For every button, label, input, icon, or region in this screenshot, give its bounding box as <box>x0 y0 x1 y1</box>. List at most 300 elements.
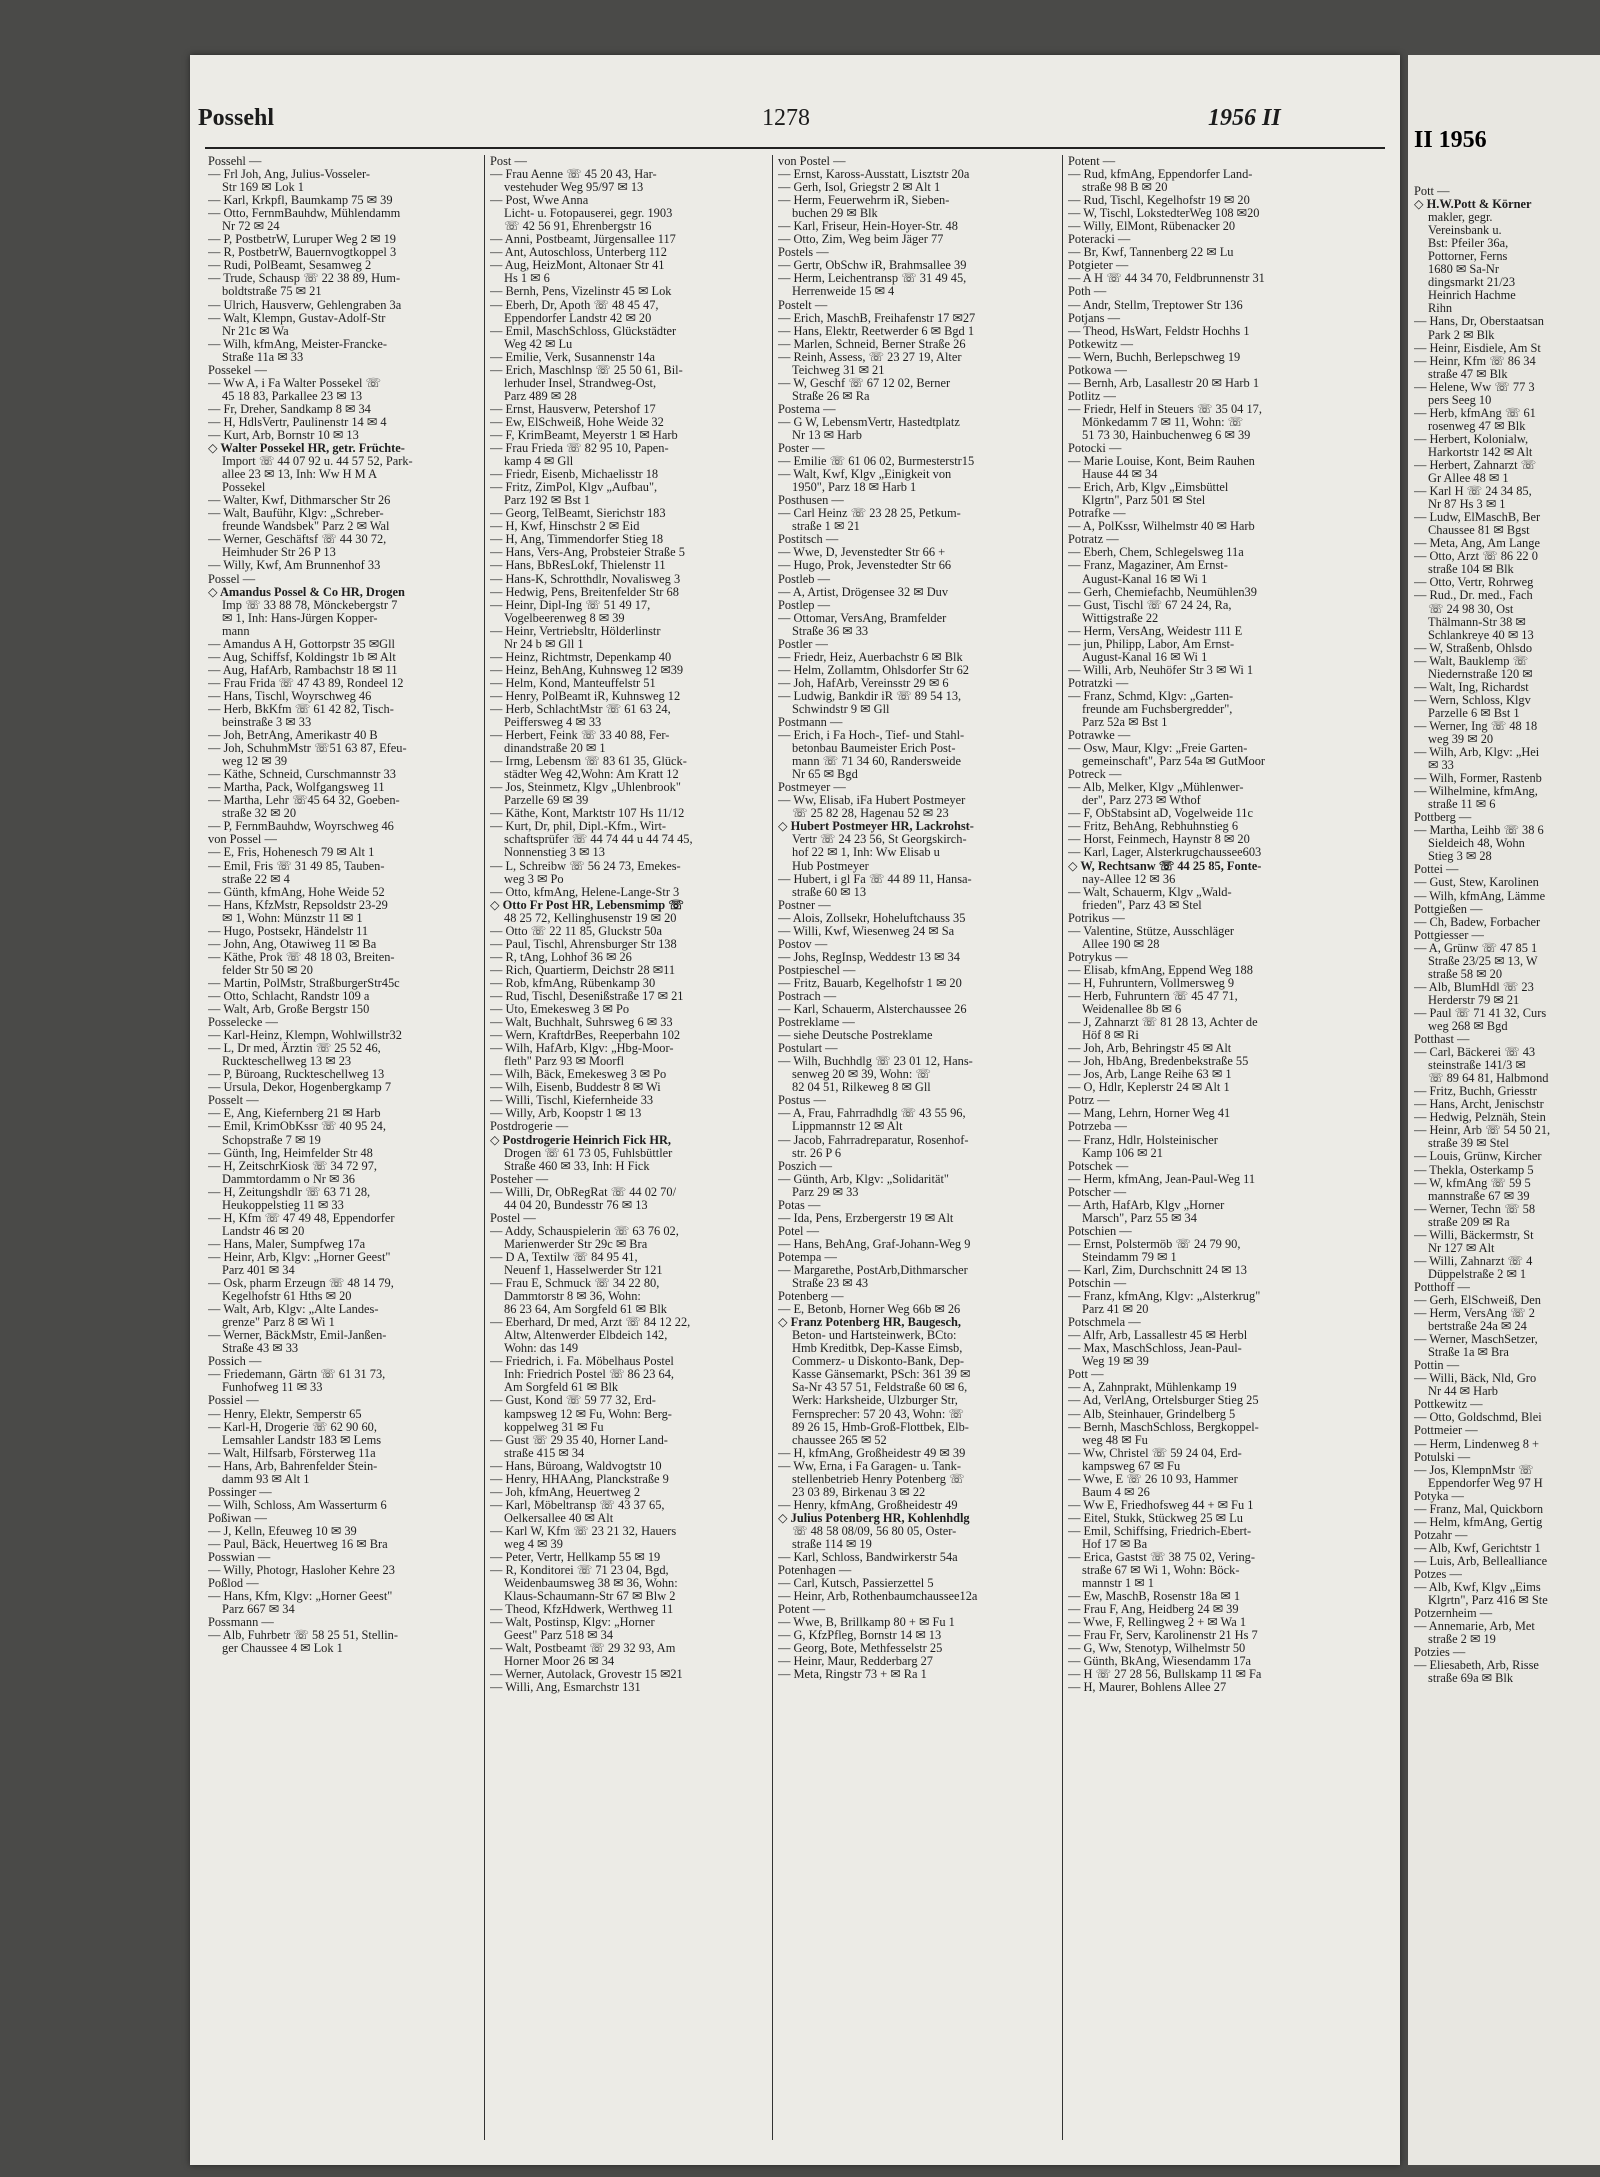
directory-entry-line: straße 39 ✉ Stel <box>1428 1137 1509 1151</box>
directory-entry-line: — Herm, kfmAng, Jean-Paul-Weg 11 <box>1068 1172 1256 1186</box>
directory-entry-line: — E, Fris, Hohenesch 79 ✉ Alt 1 <box>208 846 375 860</box>
surname-heading: Potzahr — <box>1414 1528 1468 1542</box>
directory-entry-line: beinstraße 3 ✉ 33 <box>222 716 312 730</box>
directory-entry-line: Harkortstr 142 ✉ Alt <box>1428 445 1533 459</box>
directory-entry-line: — L, Dr med, Ärztin ☏ 25 52 46, <box>208 1042 381 1056</box>
directory-entry-line: — A, PolKssr, Wilhelmstr 40 ✉ Harb <box>1068 520 1255 534</box>
directory-entry-line: ◇ Otto Fr Post HR, Lebensmimp ☏ <box>490 898 684 912</box>
directory-entry-line: — Joh, HafArb, Vereinsstr 29 ✉ 6 <box>778 676 949 690</box>
directory-entry-line: — Eberh, Dr, Apoth ☏ 48 45 47, <box>490 298 659 312</box>
surname-heading: Potjans — <box>1068 311 1120 325</box>
directory-entry-line: — H, kfmAng, Großheidestr 49 ✉ 39 <box>778 1446 966 1460</box>
directory-entry-line: — Alfr, Arb, Lassallestr 45 ✉ Herbl <box>1068 1329 1248 1343</box>
surname-heading: Potthast — <box>1414 1033 1470 1047</box>
directory-entry-line: — Emil, KrimObKssr ☏ 40 95 24, <box>208 1120 386 1134</box>
surname-heading: Poth — <box>1068 285 1107 299</box>
directory-entry-line: lerhuder Insel, Strandweg-Ost, <box>504 376 657 390</box>
directory-entry-line: ◇ Postdrogerie Heinrich Fick HR, <box>490 1133 672 1147</box>
directory-entry-line: Imp ☏ 33 88 78, Mönckebergstr 7 <box>222 598 398 612</box>
directory-entry-line: Straße 11a ✉ 33 <box>222 350 304 364</box>
directory-entry-line: — Ew, MaschB, Rosenstr 18a ✉ 1 <box>1068 1590 1241 1604</box>
surname-heading: von Postel — <box>778 155 846 168</box>
directory-entry-line: Lemsahler Landstr 183 ✉ Lems <box>222 1433 382 1447</box>
directory-entry-line: — Uto, Emekesweg 3 ✉ Po <box>490 1003 630 1017</box>
directory-entry-line: Nr 24 b ✉ Gll 1 <box>504 637 584 651</box>
surname-heading: Pottgießen — <box>1414 902 1483 916</box>
directory-entry-line: straße 32 ✉ 20 <box>222 807 297 821</box>
directory-entry-line: — Walter, Kwf, Dithmarscher Str 26 <box>208 494 391 508</box>
directory-entry-line: — Wwe, E ☏ 26 10 93, Hammer <box>1068 1472 1238 1486</box>
directory-entry-line: — Annemarie, Arb, Met <box>1414 1620 1535 1634</box>
directory-entry-line: — Martin, PolMstr, StraßburgerStr45c <box>208 976 400 990</box>
directory-entry-line: — Osk, pharm Erzeugn ☏ 48 14 79, <box>208 1277 394 1291</box>
directory-entry-line: Import ☏ 44 07 92 u. 44 57 52, Park- <box>222 455 413 469</box>
directory-entry-line: — J, Kelln, Efeuweg 10 ✉ 39 <box>208 1524 357 1538</box>
directory-entry-line: Straße 23/25 ✉ 13, W <box>1428 954 1538 968</box>
directory-entry-line: straße 60 ✉ 13 <box>792 885 867 899</box>
directory-entry-line: Werk: Harksheide, Ulzburger Str, <box>792 1394 958 1408</box>
page-title: Possehl <box>198 105 275 131</box>
directory-entry-line: Klgrtn", Parz 416 ✉ Ste <box>1428 1594 1548 1608</box>
directory-entry-line: — Willi, Arb, Neuhöfer Str 3 ✉ Wi 1 <box>1068 663 1254 677</box>
directory-entry-line: — Heinr, Arb, Klgv: „Horner Geest" <box>208 1250 391 1264</box>
surname-heading: Potschmela — <box>1068 1316 1141 1330</box>
directory-entry-line: 1680 ✉ Sa-Nr <box>1428 263 1499 277</box>
directory-entry-line: ☏ 89 64 81, Halbmond <box>1428 1072 1549 1086</box>
directory-entry-line: — Gerh, Chemiefachb, Neumühlen39 <box>1068 585 1257 599</box>
directory-entry-line: — Herbert, Feink ☏ 33 40 88, Fer- <box>490 729 670 743</box>
directory-entry-line: — E, Betonb, Horner Weg 66b ✉ 26 <box>778 1303 961 1317</box>
directory-entry-line: — Otto ☏ 22 11 85, Gluckstr 50a <box>490 924 662 938</box>
directory-entry-line: Schlankreye 40 ✉ 13 <box>1428 628 1534 642</box>
directory-entry-line: — Wilhelmine, kfmAng, <box>1414 785 1538 799</box>
directory-entry-line: — Herb, kfmAng ☏ 61 <box>1414 406 1536 420</box>
surname-heading: Postdrogerie — <box>490 1120 569 1134</box>
directory-entry-line: — Joh, BetrAng, Amerikastr 40 B <box>208 729 378 743</box>
directory-entry-line: — Käthe, Schneid, Curschmannstr 33 <box>208 768 396 782</box>
directory-entry-line: Chaussee 81 ✉ Bgst <box>1428 524 1530 538</box>
directory-entry-line: gemeinschaft", Parz 54a ✉ GutMoor <box>1082 755 1266 769</box>
directory-entry-line: Hmb Kreditbk, Dep-Kasse Eimsb, <box>792 1342 963 1356</box>
surname-heading: Potkewitz — <box>1068 337 1134 351</box>
directory-entry-line: — Heinr, Arb ☏ 54 50 21, <box>1414 1124 1551 1138</box>
directory-entry-line: Steindamm 79 ✉ 1 <box>1082 1250 1177 1264</box>
directory-entry-line: — Walt, Arb, Große Bergstr 150 <box>208 1003 370 1017</box>
surname-heading: Potschin — <box>1068 1277 1127 1291</box>
surname-heading: Potel — <box>778 1224 819 1238</box>
directory-entry-line: — Jos, KlempnMstr ☏ <box>1414 1463 1534 1477</box>
directory-entry-line: — Addy, Schauspielerin ☏ 63 76 02, <box>490 1224 679 1238</box>
directory-entry-line: — Walt, Hilfsarb, Försterweg 11a <box>208 1446 376 1460</box>
directory-entry-line: — Hans, Vers-Ang, Probsteier Straße 5 <box>490 546 685 560</box>
directory-entry-line: — Walt, Ing, Richardst <box>1414 680 1529 694</box>
directory-entry-line: — Ww E, Friedhofsweg 44 + ✉ Fu 1 <box>1068 1498 1254 1512</box>
directory-entry-line: — Heinz, Richtmstr, Depenkamp 40 <box>490 650 672 664</box>
directory-entry-line: Eppendorfer Landstr 42 ✉ 20 <box>504 311 652 325</box>
directory-entry-line: dingsmarkt 21/23 <box>1428 276 1516 290</box>
directory-entry-line: — Erich, Maschlnsp ☏ 25 50 61, Bil- <box>490 363 683 377</box>
directory-entry-line: — Emil, Schiffsing, Friedrich-Ebert- <box>1068 1524 1252 1538</box>
directory-entry-line: Schopstraße 7 ✉ 19 <box>222 1133 321 1147</box>
directory-entry-line: — Ww A, i Fa Walter Possekel ☏ <box>208 376 382 390</box>
directory-entry-line: Herderstr 79 ✉ 21 <box>1428 993 1520 1007</box>
directory-entry-line: — Frau Frida ☏ 47 43 89, Rondeel 12 <box>208 676 404 690</box>
directory-entry-line: Wittigstraße 22 <box>1082 611 1159 625</box>
surname-heading: Potscher — <box>1068 1185 1127 1199</box>
directory-entry-line: — Wilh, kfmAng, Lämme <box>1414 889 1546 903</box>
directory-entry-line: — Walt, Schauerm, Klgv „Wald- <box>1068 885 1232 899</box>
surname-heading: Potschien — <box>1068 1224 1132 1238</box>
directory-entry-line: Am Sorgfeld 61 ✉ Blk <box>504 1381 619 1395</box>
directory-entry-line: ◇ Walter Possekel HR, getr. Früchte- <box>208 442 405 456</box>
directory-entry-line: — Ernst, Kaross-Ausstatt, Lisztstr 20a <box>778 168 970 182</box>
directory-entry-line: — Heinr, Arb, Rothenbaumchaussee12a <box>778 1590 978 1604</box>
directory-entry-line: Str 169 ✉ Lok 1 <box>222 181 304 195</box>
directory-entry-line: — Franz, Hdlr, Holsteinischer <box>1068 1133 1218 1147</box>
directory-entry-line: — Erich, i Fa Hoch-, Tief- und Stahl- <box>778 729 965 743</box>
directory-entry-line: — Alb, Fuhrbetr ☏ 58 25 51, Stellin- <box>208 1629 398 1643</box>
directory-entry-line: — Rud, kfmAng, Eppendorfer Land- <box>1068 168 1253 182</box>
directory-entry-line: — Fritz, BehAng, Rebhuhnstieg 6 <box>1068 820 1239 834</box>
directory-entry-line: grenze" Parz 8 ✉ Wi 1 <box>222 1316 335 1330</box>
directory-entry-line: — Käthe, Prok ☏ 48 18 03, Breiten- <box>208 950 395 964</box>
directory-entry-line: — Margarethe, PostArb,Dithmarscher <box>778 1263 968 1277</box>
directory-entry-line: — Heinz, BehAng, Kuhnsweg 12 ✉39 <box>490 663 684 677</box>
directory-entry-line: — Gust, Stew, Karolinen <box>1414 876 1539 890</box>
directory-entry-line: straße 415 ✉ 34 <box>504 1446 585 1460</box>
surname-heading: Potzes — <box>1414 1567 1462 1581</box>
directory-entry-line: — H, Zeitungshdlr ☏ 63 71 28, <box>208 1185 371 1199</box>
directory-entry-line: — Franz, Schmd, Klgv: „Garten- <box>1068 689 1234 703</box>
directory-entry-line: Schwindstr 9 ✉ Gll <box>792 702 890 716</box>
directory-entry-line: nay-Allee 12 ✉ 36 <box>1082 872 1176 886</box>
directory-entry-line: — Reinh, Assess, ☏ 23 27 19, Alter <box>778 350 962 364</box>
directory-entry-line: — Alb, Steinhauer, Grindelberg 5 <box>1068 1407 1236 1421</box>
facing-page-header: II 1956 <box>1414 127 1487 153</box>
directory-entry-line: — Joh, SchuhmMstr ☏51 63 87, Efeu- <box>208 742 407 756</box>
surname-heading: Posthusen — <box>778 494 844 508</box>
directory-entry-line: — Paul ☏ 71 41 32, Curs <box>1414 1006 1547 1020</box>
directory-entry-line: — Erica, Gastst ☏ 38 75 02, Vering- <box>1068 1551 1255 1565</box>
directory-entry-line: — Ernst, Hausverw, Petershof 17 <box>490 402 656 416</box>
directory-entry-line: — Jacob, Fahrradreparatur, Rosenhof- <box>778 1133 969 1147</box>
surname-heading: Pottmeier — <box>1414 1424 1478 1438</box>
directory-entry-line: — Wilh, Arb, Klgv: „Hei <box>1414 746 1540 760</box>
directory-entry-line: — Willi, Bäckermstr, St <box>1414 1228 1534 1242</box>
directory-entry-line: — Johs, RegInsp, Weddestr 13 ✉ 34 <box>778 950 960 964</box>
directory-entry-line: — Thekla, Osterkamp 5 <box>1414 1163 1534 1177</box>
directory-entry-line: — Hugo, Prok, Jevenstedter Str 66 <box>778 559 952 573</box>
directory-entry-line: 89 26 15, Hmb-Groß-Flottbek, Elb- <box>792 1420 969 1434</box>
directory-entry-line: — Willi, Dr, ObRegRat ☏ 44 02 70/ <box>490 1185 677 1199</box>
directory-entry-line: Ruckteschellweg 13 ✉ 23 <box>222 1055 352 1069</box>
directory-entry-line: bertstraße 24a ✉ 24 <box>1428 1320 1527 1334</box>
surname-heading: Poster — <box>778 442 825 456</box>
directory-entry-line: frieden", Parz 43 ✉ Stel <box>1082 898 1202 912</box>
directory-entry-line: — F, ObStabsint aD, Vogelweide 11c <box>1068 807 1253 821</box>
directory-entry-line: — Wilh, Bäck, Emekesweg 3 ✉ Po <box>490 1068 667 1082</box>
surname-heading: Potrikus — <box>1068 911 1125 925</box>
directory-entry-line: — Mang, Lehrn, Horner Weg 41 <box>1068 1107 1231 1121</box>
directory-entry-line: — Martha, Pack, Wolfgangsweg 11 <box>208 781 385 795</box>
directory-entry-line: — Erich, MaschB, Freihafenstr 17 ✉27 <box>778 311 976 325</box>
directory-entry-line: — Ernst, Polstermöb ☏ 24 79 90, <box>1068 1237 1241 1251</box>
surname-heading: Postmann — <box>778 716 843 730</box>
directory-entry-line: — Gust ☏ 29 35 40, Horner Land- <box>490 1433 668 1447</box>
surname-heading: Postelt — <box>778 298 828 312</box>
directory-entry-line: — Heinr, Dipl-Ing ☏ 51 49 17, <box>490 598 651 612</box>
directory-entry-line: — O, Hdlr, Keplerstr 24 ✉ Alt 1 <box>1068 1081 1230 1095</box>
directory-entry-line: Straße 23 ✉ 43 <box>792 1277 869 1291</box>
directory-entry-line: — Franz, kfmAng, Klgv: „Alsterkrug" <box>1068 1290 1261 1304</box>
column-3 <box>778 155 1058 2145</box>
directory-entry-line: weg 4 ✉ 39 <box>504 1537 563 1551</box>
directory-entry-line: — Valentine, Stütze, Ausschläger <box>1068 924 1234 938</box>
directory-entry-line: — Walt, Arb, Klgv: „Alte Landes- <box>208 1303 379 1317</box>
directory-entry-line: — G, KfzPfleg, Bornstr 14 ✉ 13 <box>778 1629 942 1643</box>
directory-entry-line: — Georg, TelBeamt, Sierichstr 183 <box>490 507 666 521</box>
surname-heading: Pott — <box>1068 1368 1104 1382</box>
directory-entry-line: — Ew, ElSchweiß, Hohe Weide 32 <box>490 415 664 429</box>
surname-heading: Pott — <box>1414 185 1450 198</box>
year-part: 1956 II <box>1208 105 1281 131</box>
directory-entry-line: senweg 20 ✉ 39, Wohn: ☏ <box>792 1068 931 1082</box>
directory-entry-line: Allee 190 ✉ 28 <box>1082 937 1160 951</box>
directory-entry-line: — Herm, Leichentransp ☏ 31 49 45, <box>778 272 967 286</box>
directory-entry-line: — Walt, Bauführ, Klgv: „Schreber- <box>208 507 384 521</box>
surname-heading: Potratz — <box>1068 533 1119 547</box>
directory-entry-line: freunde am Fuchsbergredder", <box>1082 702 1233 716</box>
directory-entry-line: — Andr, Stellm, Treptower Str 136 <box>1068 298 1243 312</box>
surname-heading: Potrzeba — <box>1068 1120 1127 1134</box>
directory-entry-line: — L, Schreibw ☏ 56 24 73, Emekes- <box>490 859 681 873</box>
surname-heading: Postleb — <box>778 572 830 586</box>
directory-entry-line: — Joh, HbAng, Bredenbekstraße 55 <box>1068 1055 1249 1069</box>
surname-heading: Potkowa — <box>1068 363 1127 377</box>
directory-entry-line: freunde Wandsbek" Parz 2 ✉ Wal <box>222 520 390 534</box>
directory-entry-line: — Walt, Klempn, Gustav-Adolf-Str <box>208 311 386 325</box>
directory-entry-line: — Alb, Kwf, Gerichtstr 1 <box>1414 1541 1541 1555</box>
directory-entry-line: Nonnenstieg 3 ✉ 13 <box>504 846 605 860</box>
directory-entry-line: — Franz, Magaziner, Am Ernst- <box>1068 559 1228 573</box>
directory-entry-line: — Willi, Kwf, Wiesenweg 24 ✉ Sa <box>778 924 955 938</box>
directory-entry-line: — Karl-H, Drogerie ☏ 62 90 60, <box>208 1420 377 1434</box>
directory-entry-line: — Hans-K, Schrotthdlr, Novalisweg 3 <box>490 572 681 586</box>
directory-entry-line: — Rud, Tischl, Desenißstraße 17 ✉ 21 <box>490 990 684 1003</box>
surname-heading: Posselt — <box>208 1094 259 1108</box>
directory-entry-line: — Trude, Schausp ☏ 22 38 89, Hum- <box>208 272 401 286</box>
directory-entry-line: ◇ Hubert Postmeyer HR, Lackrohst- <box>778 820 974 834</box>
directory-entry-line: Hs 1 ✉ 6 <box>504 272 550 286</box>
directory-entry-line: — Hugo, Postsekr, Händelstr 11 <box>208 924 369 938</box>
directory-entry-line: Parz 667 ✉ 34 <box>222 1603 295 1617</box>
directory-entry-line: — Br, Kwf, Tannenberg 22 ✉ Lu <box>1068 246 1234 260</box>
directory-entry-line: boldtstraße 75 ✉ 21 <box>222 285 322 299</box>
directory-entry-line: ☏ 24 98 30, Ost <box>1428 602 1514 616</box>
directory-entry-line: — Günth, Arb, Klgv: „Solidarität" <box>778 1172 949 1186</box>
directory-entry-line: Sa-Nr 43 57 51, Feldstraße 60 ✉ 6, <box>792 1381 968 1395</box>
directory-entry-line: — Wilh, HafArb, Klgv: „Hbg-Moor- <box>490 1042 674 1056</box>
directory-entry-line: — H, Ang, Timmendorfer Stieg 18 <box>490 533 664 547</box>
surname-heading: Posselecke — <box>208 1016 278 1030</box>
directory-entry-line: — Ulrich, Hausverw, Gehlengraben 3a <box>208 298 402 312</box>
directory-entry-line: vestehuder Weg 95/97 ✉ 13 <box>504 181 644 195</box>
directory-entry-line: kampsweg 12 ✉ Fu, Wohn: Berg- <box>504 1407 672 1421</box>
directory-entry-line: — Walt, Bauklemp ☏ <box>1414 654 1529 668</box>
directory-entry-line: — Hans, Büroang, Waldvogtstr 10 <box>490 1459 662 1473</box>
surname-heading: von Possel — <box>208 833 277 847</box>
directory-entry-line: Klaus-Schaumann-Str 67 ✉ Blw 2 <box>504 1590 676 1604</box>
directory-entry-line: — Paul, Bäck, Heuertweg 16 ✉ Bra <box>208 1537 388 1551</box>
directory-entry-line: — Hans, Tischl, Woyrschweg 46 <box>208 689 372 703</box>
directory-entry-line: Landstr 46 ✉ 20 <box>222 1224 305 1238</box>
surname-heading: Postus — <box>778 1094 826 1108</box>
directory-entry-line: Parz 41 ✉ 20 <box>1082 1303 1149 1317</box>
directory-entry-line: fleth" Parz 93 ✉ Moorfl <box>504 1055 625 1069</box>
directory-entry-line: — Ch, Badew, Forbacher <box>1414 915 1541 929</box>
directory-entry-line: — Ludwig, Bankdir iR ☏ 89 54 13, <box>778 689 962 703</box>
directory-entry-line: ☏ 25 82 28, Hagenau 52 ✉ 23 <box>792 807 949 821</box>
directory-entry-line: — Karl, Zim, Durchschnitt 24 ✉ 13 <box>1068 1263 1248 1277</box>
directory-entry-line: — jun, Philipp, Labor, Am Ernst- <box>1068 637 1235 651</box>
surname-heading: Potas — <box>778 1198 821 1212</box>
directory-entry-line: — Wilh, Schloss, Am Wasserturm 6 <box>208 1498 387 1512</box>
column-divider <box>1062 155 1063 2140</box>
directory-entry-line: — Günth, BkAng, Wiesendamm 17a <box>1068 1655 1252 1669</box>
directory-entry-line: Weg 42 ✉ Lu <box>504 337 573 351</box>
surname-heading: Potschek — <box>1068 1159 1129 1173</box>
directory-entry-line: — Irmg, Lebensm ☏ 83 61 35, Glück- <box>490 755 687 769</box>
directory-entry-line: Drogen ☏ 61 73 05, Fuhlsbüttler <box>504 1146 673 1160</box>
column-1 <box>208 155 480 2145</box>
directory-entry-line: — Werner, Ing ☏ 48 18 <box>1414 719 1538 733</box>
directory-entry-line: — Walt, Postinsp, Klgv: „Horner <box>490 1616 655 1630</box>
directory-entry-line: Weidenbaumsweg 38 ✉ 36, Wohn: <box>504 1577 678 1591</box>
directory-entry-line: — Hedwig, Pens, Breitenfelder Str 68 <box>490 585 679 599</box>
surname-heading: Postov — <box>778 937 828 951</box>
directory-entry-line: — Henry, Elektr, Semperstr 65 <box>208 1407 362 1421</box>
directory-entry-line: — Herb, SchlachtMstr ☏ 61 63 24, <box>490 702 671 716</box>
surname-heading: Posswian — <box>208 1551 271 1565</box>
header-rule <box>205 147 1385 149</box>
directory-entry-line: — John, Ang, Otawiweg 11 ✉ Ba <box>208 937 377 951</box>
directory-entry-line: — Frau Frieda ☏ 82 95 10, Papen- <box>490 442 669 456</box>
directory-entry-line: mannstraße 67 ✉ 39 <box>1428 1189 1530 1203</box>
surname-heading: Pottin — <box>1414 1359 1460 1373</box>
directory-entry-line: — Helm, Zollamtm, Ohlsdorfer Str 62 <box>778 663 969 677</box>
directory-entry-line: — Willy, Kwf, Am Brunnenhof 33 <box>208 559 381 573</box>
directory-entry-line: Vereinsbank u. <box>1428 224 1502 238</box>
directory-entry-line: — Theod, HsWart, Feldstr Hochhs 1 <box>1068 324 1250 338</box>
directory-entry-line: Nr 44 ✉ Harb <box>1428 1385 1498 1399</box>
directory-entry-line: Nr 65 ✉ Bgd <box>792 768 858 782</box>
directory-entry-line: straße 1 ✉ 21 <box>792 520 860 534</box>
directory-entry-line: Thälmann-Str 38 ✉ <box>1428 615 1526 629</box>
directory-entry-line: Höf 8 ✉ Ri <box>1082 1029 1139 1043</box>
directory-entry-line: — Herm, VersAng ☏ 2 <box>1414 1307 1535 1321</box>
directory-entry-line: Weidenallee 8b ✉ 6 <box>1082 1003 1182 1017</box>
directory-entry-line: August-Kanal 16 ✉ Wi 1 <box>1082 650 1208 664</box>
directory-entry-line: ✉ 1, Wohn: Münzstr 11 ✉ 1 <box>222 911 363 925</box>
directory-entry-line: pers Seeg 10 <box>1428 393 1492 407</box>
directory-entry-line: — F, KrimBeamt, Meyerstr 1 ✉ Harb <box>490 428 678 442</box>
surname-heading: Poteracki — <box>1068 233 1131 247</box>
directory-entry-line: — Frau Aenne ☏ 45 20 43, Har- <box>490 168 657 182</box>
directory-entry-line: — Otto, FernmBauhdw, Mühlendamm <box>208 207 401 221</box>
directory-entry-line: Nr 72 ✉ 24 <box>222 220 280 234</box>
directory-entry-line: — Rud, Tischl, Kegelhofstr 19 ✉ 20 <box>1068 194 1250 208</box>
directory-entry-line: — Eliesabeth, Arb, Risse <box>1414 1659 1539 1673</box>
directory-entry-line: buchen 29 ✉ Blk <box>792 207 878 221</box>
surname-heading: Potlitz — <box>1068 389 1116 403</box>
directory-entry-line: — Hubert, i gl Fa ☏ 44 89 11, Hansa- <box>778 872 972 886</box>
directory-entry-line: — R, PostbetrW, Bauernvogtkoppel 3 <box>208 246 397 260</box>
directory-entry-line: — Willi, Bäck, Nld, Gro <box>1414 1372 1537 1386</box>
surname-heading: Potenhagen — <box>778 1564 852 1578</box>
directory-entry-line: chaussee 265 ✉ 52 <box>792 1433 887 1447</box>
directory-entry-line: kamp 4 ✉ Gll <box>504 455 574 469</box>
surname-heading: Postler — <box>778 637 828 651</box>
directory-entry-line: — Wilh, Buchhdlg ☏ 23 01 12, Hans- <box>778 1055 973 1069</box>
directory-entry-line: — Martha, Lehr ☏45 64 32, Goeben- <box>208 794 400 808</box>
directory-entry-line: — Arth, HafArb, Klgv „Horner <box>1068 1198 1225 1212</box>
directory-entry-line: — Helene, Ww ☏ 77 3 <box>1414 380 1535 394</box>
directory-entry-line: — Bernh, MaschSchloss, Bergkoppel- <box>1068 1420 1259 1434</box>
directory-entry-line: str. 26 P 6 <box>792 1146 842 1160</box>
directory-entry-line: steinstraße 141/3 ✉ <box>1428 1059 1526 1073</box>
directory-entry-line: — Carl Heinz ☏ 23 28 25, Petkum- <box>778 507 961 521</box>
directory-entry-line: Oelkersallee 40 ✉ Alt <box>504 1511 614 1525</box>
directory-entry-line: weg 3 ✉ Po <box>504 872 564 886</box>
directory-entry-line: — Horst, Feinmech, Haynstr 8 ✉ 20 <box>1068 833 1250 847</box>
directory-entry-line: 86 23 64, Am Sorgfeld 61 ✉ Blk <box>504 1303 667 1317</box>
directory-entry-line: — R, tAng, Lohhof 36 ✉ 26 <box>490 950 632 964</box>
directory-entry-line: — Joh, Arb, Behringstr 45 ✉ Alt <box>1068 1042 1232 1056</box>
directory-entry-line: Pottorner, Ferns <box>1428 250 1508 264</box>
directory-entry-line: ◇ H.W.Pott & Körner <box>1414 198 1532 212</box>
directory-entry-line: — Otto, kfmAng, Helene-Lange-Str 3 <box>490 885 680 899</box>
directory-entry-line: ☏ 42 56 91, Ehrenbergstr 16 <box>504 220 652 234</box>
surname-heading: Postrach — <box>778 990 837 1003</box>
directory-entry-line: — Gerh, Isol, Griegstr 2 ✉ Alt 1 <box>778 181 941 195</box>
surname-heading: Possmann — <box>208 1616 274 1630</box>
directory-entry-line: straße 2 ✉ 19 <box>1428 1633 1496 1647</box>
directory-entry-line: — Herm, VersAng, Weidestr 111 E <box>1068 624 1243 638</box>
directory-entry-line: — Carl, Bäckerei ☏ 43 <box>1414 1046 1536 1060</box>
column-divider <box>484 155 485 2140</box>
directory-entry-line: — Emilie, Verk, Susannenstr 14a <box>490 350 655 364</box>
directory-entry-line: Kegelhofstr 61 Hths ✉ 20 <box>222 1290 352 1304</box>
directory-entry-line: ◇ Amandus Possel & Co HR, Drogen <box>208 585 405 599</box>
directory-entry-line: Peiffersweg 4 ✉ 33 <box>504 716 602 730</box>
directory-entry-line: Straße 460 ✉ 33, Inh: H Fick <box>504 1159 650 1173</box>
directory-entry-line: Parz 192 ✉ Bst 1 <box>504 494 591 508</box>
directory-entry-line: Parzelle 6 ✉ Bst 1 <box>1428 706 1520 720</box>
directory-entry-line: — Karl, Friseur, Hein-Hoyer-Str. 48 <box>778 220 958 234</box>
directory-entry-line: — A H ☏ 44 34 70, Feldbrunnenstr 31 <box>1068 272 1265 286</box>
directory-entry-line: — Louis, Grünw, Kircher <box>1414 1150 1542 1164</box>
column-4 <box>1068 155 1358 2145</box>
directory-entry-line: — Friedr, Heiz, Auerbachstr 6 ✉ Blk <box>778 650 963 664</box>
surname-heading: Potrafke — <box>1068 507 1126 521</box>
directory-entry-line: — siehe Deutsche Postreklame <box>778 1029 933 1043</box>
directory-entry-line: — Gust, Kond ☏ 59 77 32, Erd- <box>490 1394 656 1408</box>
directory-entry-line: Possekel <box>222 481 266 495</box>
directory-entry-line: straße 104 ✉ Blk <box>1428 563 1514 577</box>
directory-entry-line: straße 98 B ✉ 20 <box>1082 181 1168 195</box>
directory-entry-line: ✉ 33 <box>1428 759 1454 773</box>
directory-entry-line: — Willi, Tischl, Kiefernheide 33 <box>490 1094 654 1108</box>
